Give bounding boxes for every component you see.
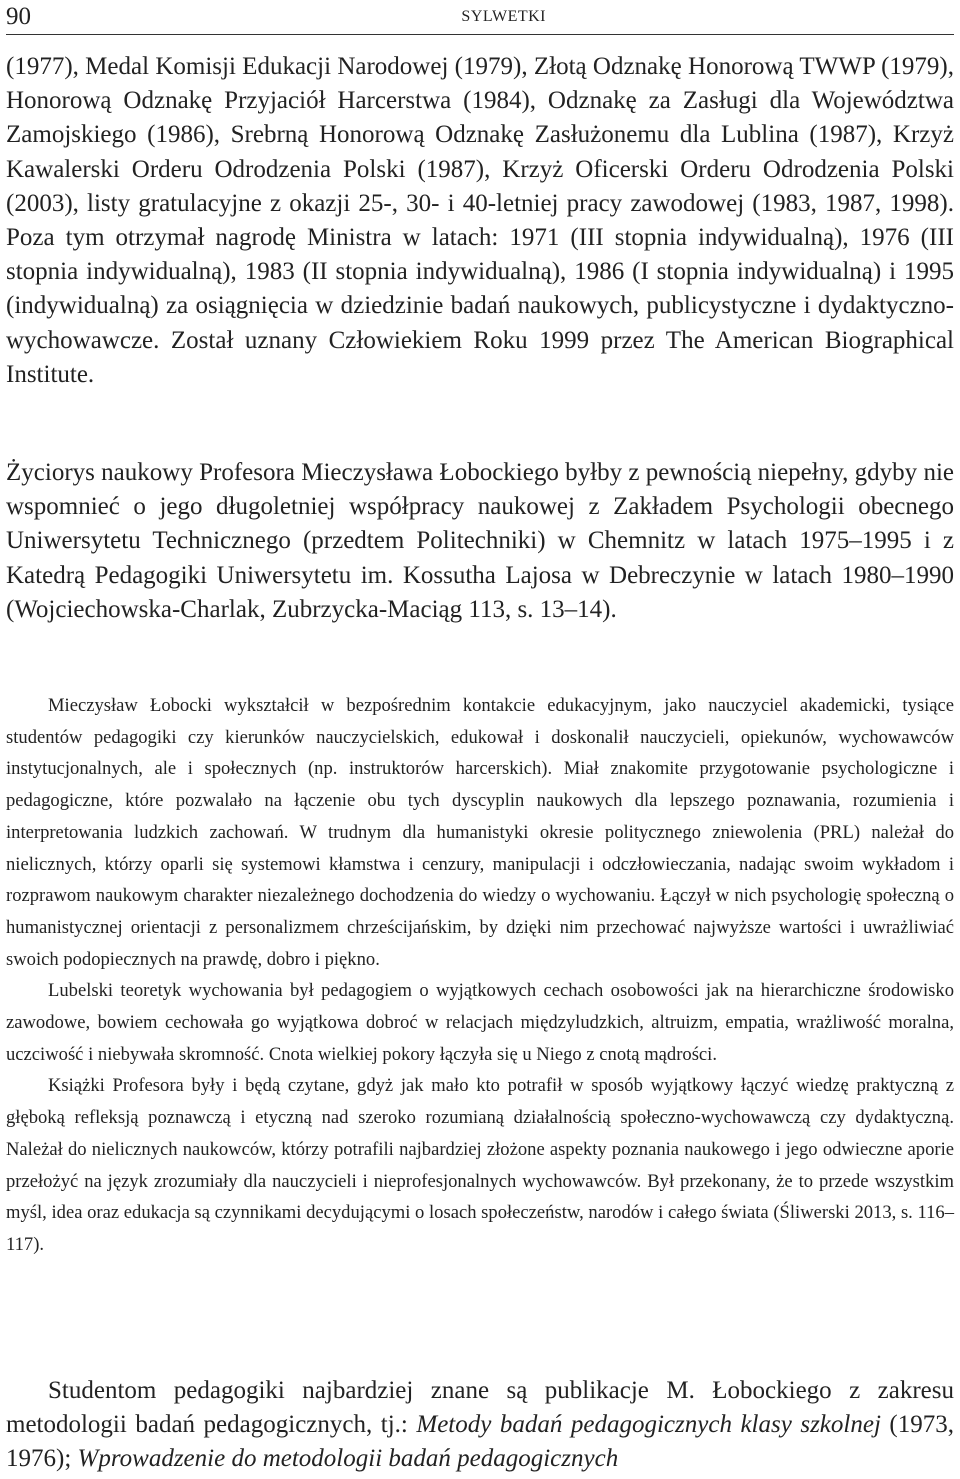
page-number: 90 <box>6 3 31 30</box>
block-quote <box>6 690 954 1261</box>
publications-years: (1973, 1976); <box>6 1411 954 1473</box>
quote-paragraph-3: Książki Profesora były i będą czytane, gdyż jak mało kto potrafił w sposób wyjątkowy łączyć wiedzę praktyczną z głęboką refleksją poznawczą i etyczną nad szeroko rozumianą działalnością społeczno-wychowawczą czy dydaktyczną. Należał do nielicznych naukowców, którzy potrafili najbardziej złożone aspekty poznania naukowego i jego odwieczne aporie przełożyć na język zrozumiały dla nauczycieli i nieprofesjonalnych wychowawców. Był przekonany, że to przede wszystkim myśl, idea oraz edukacja są czynnikami decydującymi o losach społeczeństw, narodów i całego świata (Śliwerski 2013, s. 116–117). <box>6 1075 954 1255</box>
quote-paragraph-2: Lubelski teoretyk wychowania był pedagogiem o wyjątkowych cechach osobowości jak na hierarchiczne środowisko zawodowe, bowiem cechowała go wyjątkowa dobroć w relacjach międzyludzkich, altruizm, empatia, wrażliwość moralna, uczciwość i niebywała skromność. Cnota wielkiej pokory łączyła się u Niego z cnotą mądrości. <box>6 980 954 1065</box>
paragraph-collaboration: Życiorys naukowy Profesora Mieczysława Łobockiego byłby z pewnością niepełny, gdyby nie wspomnieć o jego długoletniej współpracy naukowej z Zakładem Psychologii obecnego Uniwersytetu Technicznego (przedtem Politechniki) w Chemnitz w latach 1975–1995 i z Katedrą Pedagogiki Uniwersytetu im. Kossutha Lajosa w Debreczynie w latach 1980–1990 (Wojciechowska-Charlak, Zubrzycka-Maciąg 113, s. 13–14). <box>6 459 954 623</box>
book-title-1: Metody badań pedagogicznych klasy szkolnej <box>416 1411 881 1439</box>
quote-paragraph-1: Mieczysław Łobocki wykształcił w bezpośrednim kontakcie edukacyjnym, jako nauczyciel akademicki, tysiące studentów pedagogiki czy kierunków nauczycielskich, edukował i doskonalił nauczycieli, opiekunów, wychowawców instytucjonalnych, ale i społecznych (np. instruktorów harcerskich). Miał znakomite przygotowanie psychologiczne i pedagogiczne, które pozwalało na łączenie obu tych dyscyplin naukowych dla lepszego poznawania, rozumienia i interpretowania ludzkich zachowań. W trudnym dla humanistyki okresie politycznego zniewolenia (PRL) należał do nielicznych, którzy oparli się systemowi kłamstwa i cenzury, manipulacji i odczłowieczania, nadając swoim wykładom i rozprawom naukowym charakter niezależnego dochodzenia do wiedzy o wychowaniu. Łączył w nich psychologię społeczną o humanistycznej orientacji z personalizmem chrześcijańskim, by dzięki nim przechować najwyższe wartości i uwrażliwiać swoich podopiecznych na prawdę, dobro i piękno. <box>6 695 954 970</box>
book-title-2: Wprowadzenie do metodologii badań pedagogicznych <box>77 1445 619 1473</box>
paragraph-awards: (1977), Medal Komisji Edukacji Narodowej (1979), Złotą Odznakę Honorową TWWP (1979), Honorową Odznakę Przyjaciół Harcerstwa (1984), Odznakę za Zasługi dla Województwa Zamojskiego (1986), Srebrną Honorową Odznakę Zasłużonemu dla Lublina (1987), Krzyż Kawalerski Orderu Odrodzenia Polski (1987), Krzyż Oficerski Orderu Odrodzenia Polski (2003), listy gratulacyjne z okazji 25-, 30- i 40-letniej pracy zawodowej (1983, 1987, 1998). Poza tym otrzymał nagrodę Ministra w latach: 1971 (III stopnia indywidualną), 1976 (III stopnia indywidualną), 1983 (II stopnia indywidualną), 1986 (I stopnia indywidualną) i 1995 (indywidualną) za osiągnięcia w dziedzinie badań naukowych, publicystyczne i dydaktyczno-wychowawcze. Został uznany Człowiekiem Roku 1999 przez The American Biographical Institute. <box>6 53 954 388</box>
page-header <box>6 0 954 35</box>
running-head: SYLWETKI <box>461 8 546 25</box>
paragraph-publications <box>6 1374 954 1477</box>
publications-intro: Studentom pedagogiki najbardziej znane są publikacje M. Łobockiego z zakresu metodologii badań pedagogicznych, tj.: <box>6 1377 954 1439</box>
